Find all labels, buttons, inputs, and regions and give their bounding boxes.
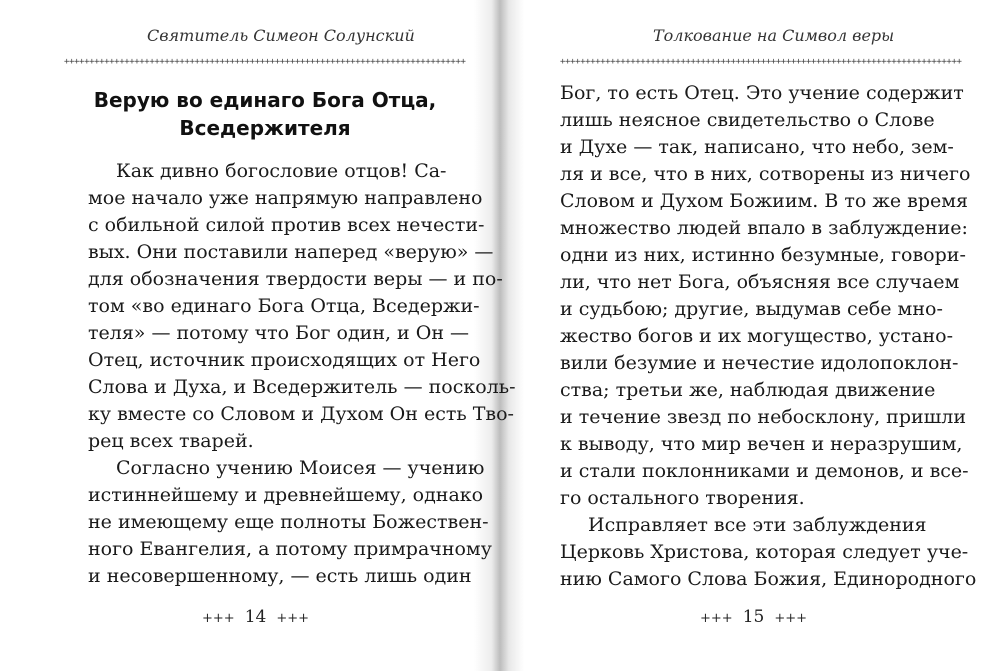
text-line: Словом и Духом Божиим. В то же время — [560, 190, 968, 212]
folio-ornament: +++ — [774, 611, 808, 626]
page-number: 14 — [244, 607, 267, 627]
text-line: нию Самого Слова Божия, Единородного — [560, 568, 977, 590]
text-line: ства; третьи же, наблюдая движение — [560, 379, 936, 401]
text-line: том «во единаго Бога Отца, Вседержи- — [88, 295, 480, 317]
text-line: одни из них, истинно безумные, говори- — [560, 244, 966, 266]
text-line: вили безумие и нечестие идолопоклон- — [560, 352, 959, 374]
text-line: для обозначения твердости веры — и по- — [88, 268, 503, 290]
folio-ornament: +++ — [700, 611, 733, 626]
text-line: Бог, то есть Отец. Это учение содержит — [560, 82, 964, 104]
text-line: с обильной силой против всех нечести- — [88, 214, 485, 236]
text-line: и течение звезд по небосклону, пришли — [560, 406, 967, 428]
text-line: множество людей впало в заблуждение: — [560, 217, 968, 239]
text-line: к выводу, что мир вечен и неразрушим, — [560, 433, 963, 455]
text-line: не имеющему еще полноты Божествен- — [88, 511, 489, 533]
ornament-rule: ++++++++++++++++++++++++++++++++++++++++++++++++++++++++++++++++++++++++++++++++ — [64, 58, 466, 66]
text-line: лишь неясное свидетельство о Слове — [560, 109, 935, 131]
chapter-title-line: Вседержителя — [179, 116, 351, 140]
text-line: и Духе — так, написано, что небо, зем- — [560, 136, 954, 158]
text-line: го остального творения. — [560, 487, 805, 509]
text-line: ля и все, что в них, сотворены из ничего — [560, 163, 971, 185]
text-line: Отец, источник происходящих от Него — [88, 349, 481, 371]
right-page — [510, 0, 1000, 671]
page-number-footer — [700, 607, 807, 629]
page-number-footer — [202, 607, 309, 629]
text-line: Церковь Христова, которая следует уче- — [560, 541, 969, 563]
text-line: ного Евангелия, а потому примрачному — [88, 538, 492, 560]
text-line: рец всех тварей. — [88, 430, 254, 452]
text-line: Как дивно богословие отцов! Са- — [116, 160, 447, 182]
text-line: истиннейшему и древнейшему, однако — [88, 484, 484, 506]
text-line: ли, что нет Бога, объясняя все случаем — [560, 271, 960, 293]
ornament-rule: ++++++++++++++++++++++++++++++++++++++++++++++++++++++++++++++++++++++++++++++++ — [560, 58, 962, 66]
running-head: Святитель Симеон Солунский — [147, 26, 415, 45]
text-line: жество богов и их могущество, устано- — [560, 325, 953, 347]
text-line: и стали поклонниками и демонов, и все- — [560, 460, 969, 482]
chapter-title-line: Верую во единаго Бога Отца, — [93, 88, 437, 112]
text-line: ку вместе со Словом и Духом Он есть Тво- — [88, 403, 514, 425]
text-line: вых. Они поставили наперед «верую» — — [88, 241, 494, 263]
text-line: и несовершенному, — есть лишь один — [88, 565, 472, 587]
text-line: Согласно учению Моисея — учению — [116, 457, 485, 479]
text-line: Исправляет все эти заблуждения — [588, 514, 927, 536]
text-line: и судьбою; другие, выдумав себе мно- — [560, 298, 943, 320]
page-number: 15 — [742, 607, 765, 627]
folio-ornament: +++ — [276, 611, 310, 626]
text-line: теля» — потому что Бог один, и Он — — [88, 322, 470, 344]
text-line: Слова и Духа, и Вседержитель — посколь- — [88, 376, 516, 398]
folio-ornament: +++ — [202, 611, 235, 626]
text-line: мое начало уже напрямую направлено — [88, 187, 483, 209]
running-head: Толкование на Символ веры — [653, 26, 895, 45]
chapter-title — [65, 86, 465, 142]
